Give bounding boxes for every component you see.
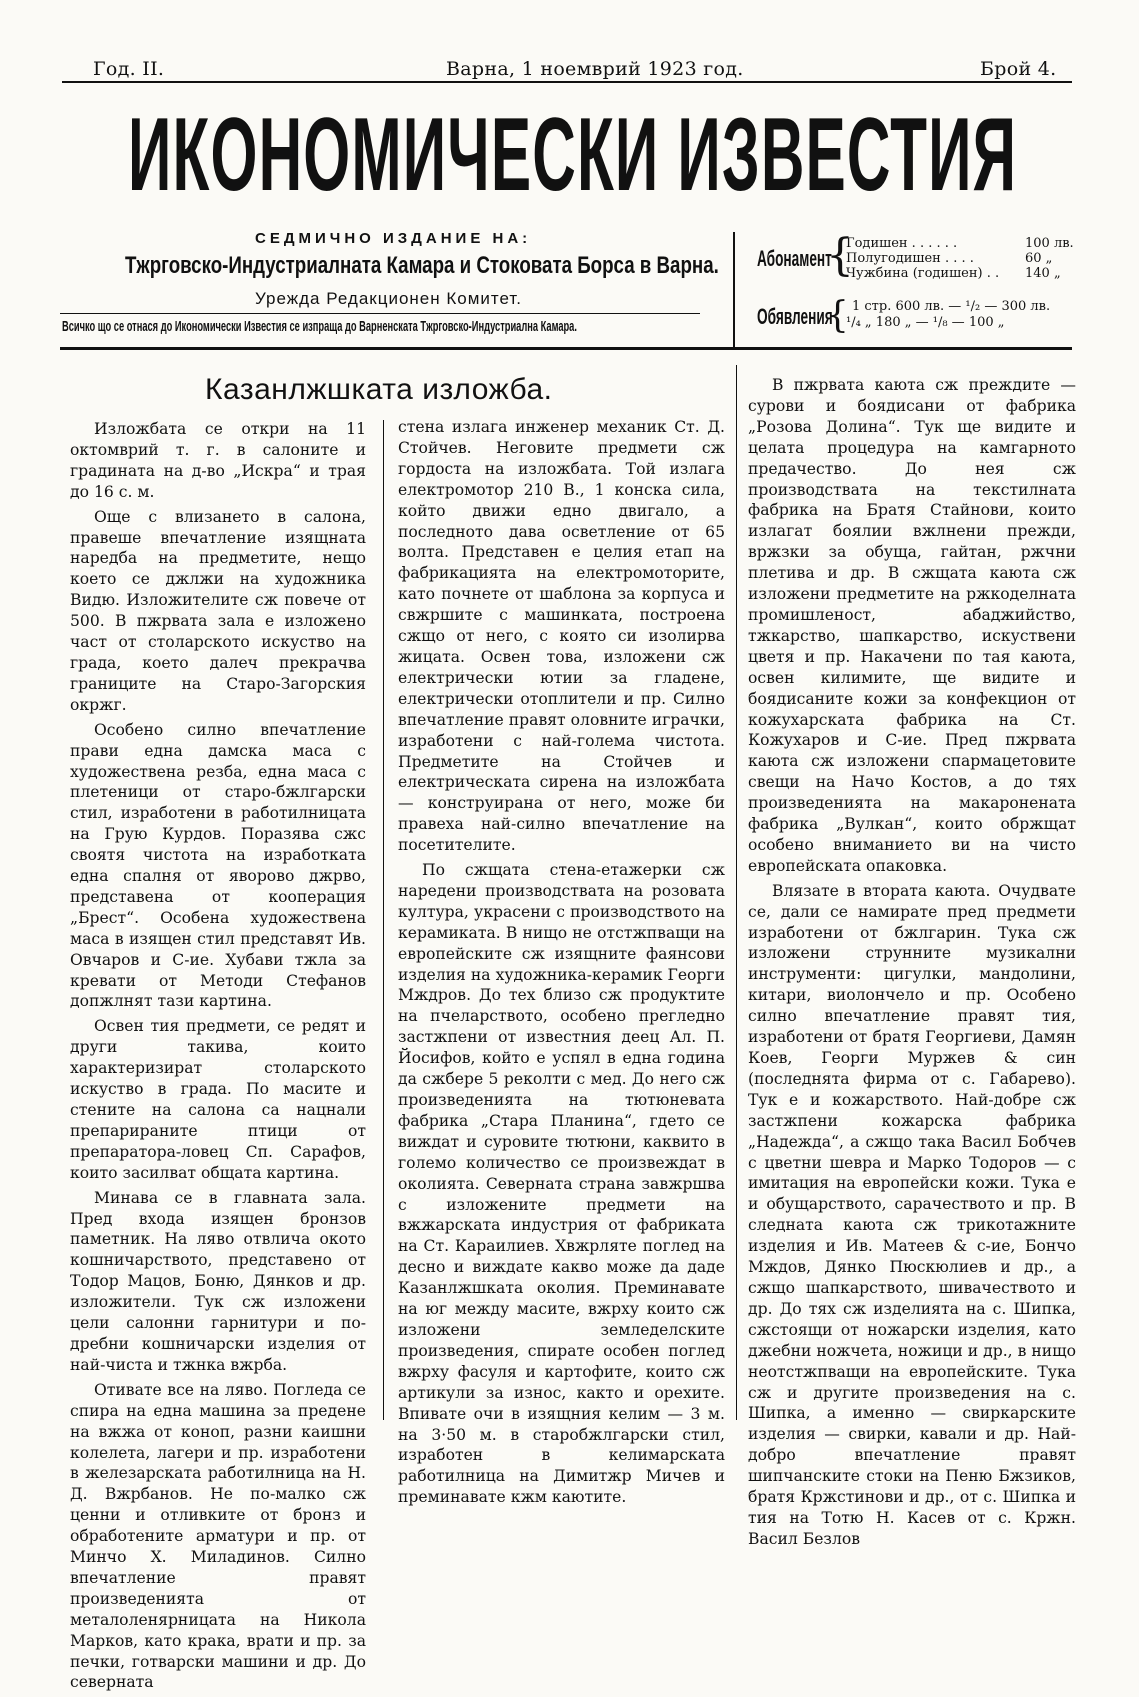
paragraph: Особено силно впечатление прави една дамска маса с художествена резба, една маса с плетеници от старо-бжлгарски стил, изработени в работилницата на Грую Курдов. Поразява сжс своятя чистота на изработката една спалня от яворово джрво, представена от кооперация „Брест“. Особена художествена маса в изящен стил представят Ив. Овчаров и С-ие. Хубави тжла за кревати от Методи Стефанов допжлнят тази картина. [70, 720, 366, 1011]
masthead-title: ИКОНОМИЧЕСКИ ИЗВЕСТИЯ [128, 97, 1018, 213]
paragraph: Минава се в главната зала. Пред входа изящен бронзов паметник. На ляво отвлича окото кошничарството, представено от Тодор Мацов, Боню, Дянков и др. изложители. Тук сж изложени цели салонни гарнитури и по-дребни кошничарски изделия от най-чиста и тжнка вжрба. [70, 1188, 366, 1374]
paragraph: По сжщата стена-етажерки сж наредени производствата на розовата култура, украсени с производството на керамиката. В нищо не отстжпващи на европейските сж изящните фаянсови изделия на художника-керамик Георги Мждров. До тех близо сж продуктите на пчеларството, особено прегледно застжпени от известния деец Ал. П. Йосифов, който е успял в една година да сжбере 5 реколти с мед. До него сж произведенията на тютюневата фабрика „Стара Планина“, гдето се виждат и суровите тютюни, каквито в големо количество се произвеждат в околията. Северната страна завжршва с изложените предмети на вжжарската индустрия от фабриката на Ст. Караилиев. Хвжрляте поглед на десно и виждате какво може да даде Казанлжшката околия. Преминавате на юг между масите, вжрху които сж изложени земледелските произведения, спирате особен поглед вжрху фасуля и картофите, които сж артикули за износ, както и орехите. Впивате очи в изящния келим — 3 м. на 3·50 м. в старобжлгарски стил, изработен в келимарската работилница на Димитжр Мичев и преминавате кжм каютите. [398, 861, 725, 1507]
subscription-label: Абонамент [757, 246, 832, 271]
paragraph: Изложбата се откри на 11 октомврий т. г. в салоните и градината на д-во „Искра“ и трая до 16 с. м. [70, 420, 366, 501]
subscription-price: 100 лв. [1025, 236, 1074, 251]
paragraph: Отивате все на ляво. Погледа се спира на една машина за предене на вжжа от коноп, разни каишни колелета, лагери и пр. изработени в железарската работилница на Н. Д. Вжрбанов. Не по-малко сж ценни и отливките от бронз и обработените арматури и пр. от Минчо Х. Миладинов. Силно впечатление правят произведенията от металоленярницата на Никола Марков, като крака, врати и пр. за печки, готварски машини и др. До северната [70, 1380, 366, 1692]
notice-line: Всичко що се отнася до Икономически Известия се изпраща до Варненската Тжрговско-Индустриална Камара. [62, 318, 577, 335]
subscription-row: Полугодишен . . . . [846, 251, 974, 266]
ads-label: Обявления [757, 304, 833, 329]
column-divider [383, 420, 384, 1420]
paragraph: Още с влизането в салона, правеше впечатление изящната наредба на предметите, нещо което се джлжи на художника Видю. Изложителите сж повече от 500. В пжрвата зала е изложено част от столарското искуство на града, което далеч прекрачва границите на Старо-Загорския окржг. [70, 507, 366, 714]
committee-line: Урежда Редакционен Комитет. [255, 289, 523, 308]
dateline: Варна, 1 ноемврий 1923 год. [446, 58, 744, 80]
ads-row: 1 стр. 600 лв. — ¹/₂ — 300 лв. [852, 299, 1051, 314]
masthead-bottom-rule [60, 347, 1072, 350]
brace-icon: { [826, 230, 854, 281]
masthead-divider [733, 232, 735, 348]
paragraph: стена излага инженер механик Ст. Д. Стойчев. Неговите предмети сж гордоста на изложбата. Той излага електромотор 210 В., 1 конска сила, който движи едно двигало, а последното дава осветление от 65 волта. Представен е целия етап на фабрикацията на електромоторите, като почнете от шаблона за корпуса и свжршите с машинката, построена сжщо от него, с която си изолирва жицата. Освен това, изложени сж електрически ютии за гладене, електрически отоплители и пр. Силно впечатление правят оловните играчки, изработени с най-голема чистота. Предметите на Стойчев и електрическата сирена на изложбата — конструирана от него, може би правеха най-силно впечатление на посетителите. [398, 418, 725, 855]
paragraph: Влязате в втората каюта. Очудвате се, дали се намирате пред предмети изработени от бжлгарин. Тука сж изложени струнните музикални инструменти: цигулки, мандолини, китари, виолончело и пр. Особено силно впечатление правят тия, изработени от братя Георгиеви, Дамян Коев, Георги Муржев & син (последнята фирма от с. Габарево). Тук е и кожарството. Най-добре сж застжпени кожарска фабрика „Надежда“, а сжщо така Васил Бобчев с цветни шевра и Марко Тодоров — с имитация на европейски кожи. Тука е и обущарството, сарачеството и пр. В следната каюта сж трикотажните изделия и Ив. Матеев & с-ие, Бончо Мждов, Дянко Пюскюлиев и др., а сжщо шапкарството, шивачеството и др. До тях сж изделията на с. Шипка, сжстоящи от ножарски изделия, като джебни ножчета, ножици и др., в нищо неотстжпващи на европейските. Тука сж и другите произведения на с. Шипка, а именно — свиркарските изделия — свирки, кавали и др. Най-добро впечатление правят шипчанските стоки на Пеню Бжзиков, братя Кржстинови и др., от с. Шипка и тия на Тотю Н. Касев от с. Кржн. Васил Безлов [748, 881, 1076, 1548]
article-column-1 [70, 419, 366, 1697]
subscription-price: 60 „ [1025, 251, 1053, 266]
ads-row: ¹/₄ „ 180 „ — ¹/₈ — 100 „ [846, 315, 1005, 330]
issue-number: Брой 4. [980, 58, 1057, 80]
article-heading: Казанлжшката изложба. [205, 373, 553, 406]
article-column-2 [398, 417, 725, 1512]
paragraph: Освен тия предмети, се редят и други такива, които характеризират столарското искуство в града. По масите и стените на салона са нацнали препарираните птици от препаратора-ловец Сп. Сарафов, които засилват общата картина. [70, 1017, 366, 1182]
edition-label: СЕДМИЧНО ИЗДАНИЕ НА: [255, 230, 532, 247]
brace-icon: { [826, 295, 849, 336]
column-divider [736, 365, 737, 1420]
top-rule [62, 81, 1072, 83]
subscription-row: Годишен . . . . . . [846, 236, 958, 251]
subscription-row: Чужбина (годишен) . . [846, 266, 1000, 281]
year-label: Год. II. [93, 58, 165, 80]
article-column-3 [748, 375, 1076, 1554]
notice-rule-top [60, 313, 700, 314]
publisher-line: Тжрговско-Индустриалната Камара и Стоковата Борса в Варна. [125, 252, 719, 279]
subscription-price: 140 „ [1025, 266, 1061, 281]
paragraph: В пжрвата каюта сж преждите — сурови и боядисани от фабрика „Розова Долина“. Тук ще видите и целата процедура на камгарното предачество. До нея сж производствата на текстилната фабрика на Братя Стайнови, които излагат боялии вжлнени прежди, вржзки за обуща, гайтан, ржчни плетива и др. В сжщата каюта сж изложени предметите на ржкоделната промишленост, абаджийство, тжкарство, шапкарство, искуствени цветя и пр. Накачени по тая каюта, освен килимите, ще видите и боядисаните кожи за конфекцион от кожухарската фабрика на Ст. Кожухаров и С-ие. Пред пжрвата каюта сж изложени спармацетовите свещи на Начо Костов, а до тях произведенията на макаронената фабрика „Вулкан“, които обржщат особено вниманието ви на чисто европейската опаковка. [748, 376, 1076, 875]
